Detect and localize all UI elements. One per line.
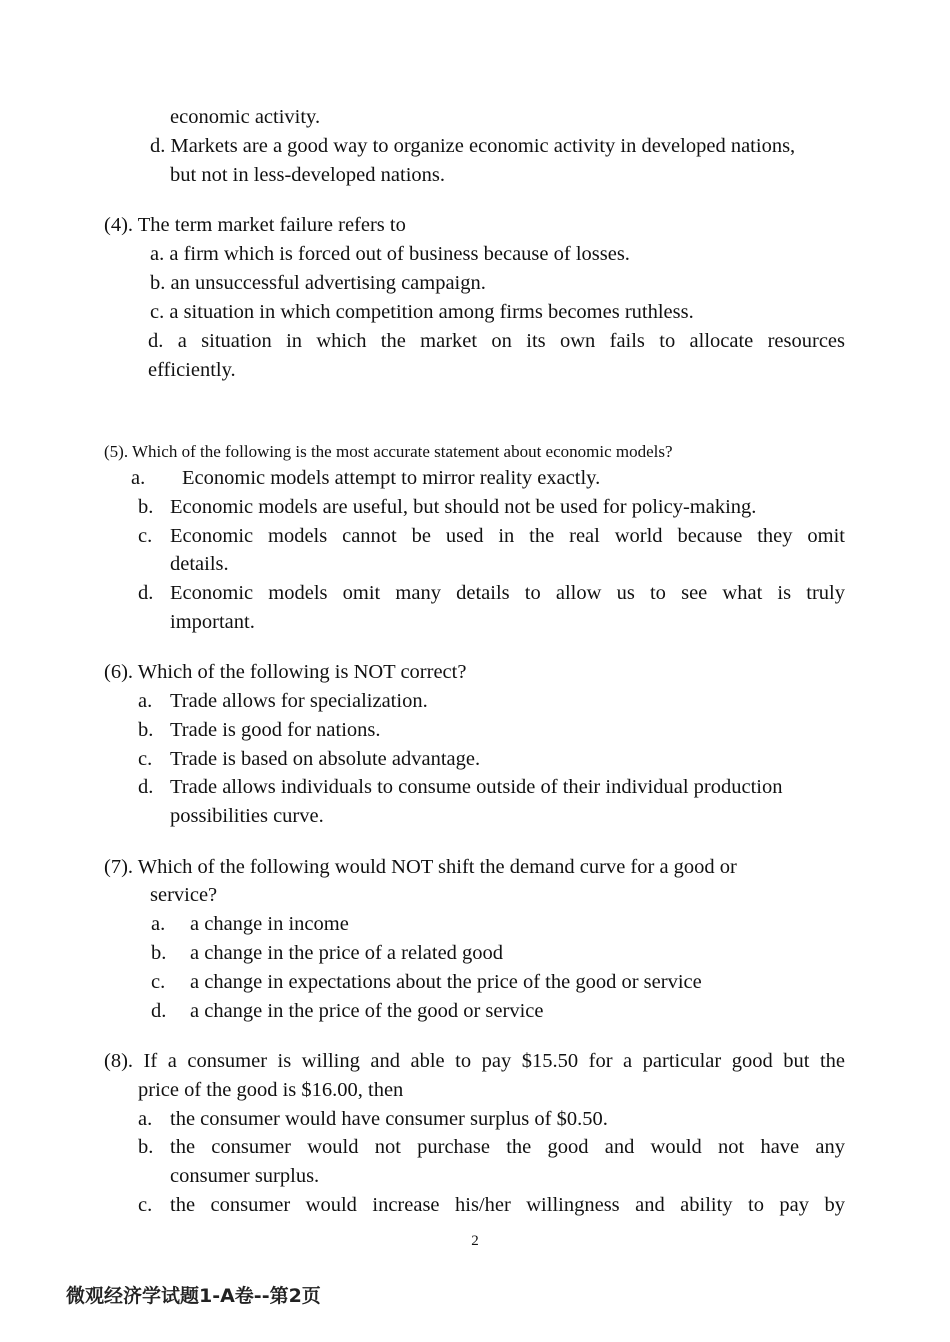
q7-option-b-label: b. [151,942,167,964]
q8-option-b-line1: the consumer would not purchase the good and would not have any [170,1136,845,1158]
q4-option-a: a. a firm which is forced out of business because of losses. [150,243,630,265]
q8-option-c-line1: the consumer would increase his/her willingness and ability to pay by [170,1194,845,1216]
q5-stem: (5). Which of the following is the most accurate statement about economic models? [104,442,673,461]
q6-option-d-label: d. [138,776,154,798]
q7-stem-line1: (7). Which of the following would NOT shift the demand curve for a good or [104,856,737,878]
q7-option-c: a change in expectations about the price of the good or service [190,971,702,993]
q6-option-a-label: a. [138,690,153,712]
page-number: 2 [471,1233,479,1249]
q8-stem-line1: (8). If a consumer is willing and able to pay $15.50 for a particular good but the [104,1050,845,1072]
q7-option-c-label: c. [151,971,166,993]
q5-option-d-label: d. [138,582,154,604]
q8-option-c-label: c. [138,1194,153,1216]
q7-stem-line2: service? [150,884,218,906]
q4-option-d-line1: d. a situation in which the market on its own fails to allocate resources [148,330,845,352]
q5-option-c-line2: details. [170,553,229,575]
q4-stem: (4). The term market failure refers to [104,214,406,236]
q3-option-d-line2: but not in less-developed nations. [170,164,445,186]
q6-option-d-line2: possibilities curve. [170,805,324,827]
q6-option-c: Trade is based on absolute advantage. [170,748,481,770]
q8-option-a: the consumer would have consumer surplus of $0.50. [170,1108,608,1130]
q8-option-a-label: a. [138,1108,153,1130]
q3-option-d-line1: d. Markets are a good way to organize economic activity in developed nations, [150,135,796,157]
q5-option-d-line2: important. [170,611,255,633]
q5-option-b-label: b. [138,496,154,518]
q6-option-d-line1: Trade allows individuals to consume outside of their individual production [170,776,783,798]
q8-option-b-line2: consumer surplus. [170,1165,320,1187]
q8-stem-line2: price of the good is $16.00, then [138,1079,404,1101]
q7-option-d: a change in the price of the good or service [190,1000,544,1022]
q6-option-a: Trade allows for specialization. [170,690,428,712]
q5-option-c-line1: Economic models cannot be used in the real world because they omit [170,525,845,547]
q6-option-b-label: b. [138,719,154,741]
q8-option-b-label: b. [138,1136,154,1158]
q5-option-a: Economic models attempt to mirror reality exactly. [182,467,601,489]
q6-stem: (6). Which of the following is NOT correct? [104,661,467,683]
q6-option-b: Trade is good for nations. [170,719,381,741]
q7-option-a: a change in income [190,913,349,935]
q5-option-b: Economic models are useful, but should not be used for policy-making. [170,496,757,518]
page-footer: 微观经济学试题1-A卷--第2页 [66,1285,321,1307]
q4-option-c: c. a situation in which competition among firms becomes ruthless. [150,301,694,323]
q7-option-d-label: d. [151,1000,167,1022]
q5-option-d-line1: Economic models omit many details to allow us to see what is truly [170,582,845,604]
q7-option-b: a change in the price of a related good [190,942,504,964]
q4-option-b: b. an unsuccessful advertising campaign. [150,272,486,294]
q4-option-d-line2: efficiently. [148,359,236,381]
q3-option-c-continuation: economic activity. [170,106,321,128]
q6-option-c-label: c. [138,748,153,770]
q5-option-a-label: a. [131,467,146,489]
q5-option-c-label: c. [138,525,153,547]
q7-option-a-label: a. [151,913,166,935]
